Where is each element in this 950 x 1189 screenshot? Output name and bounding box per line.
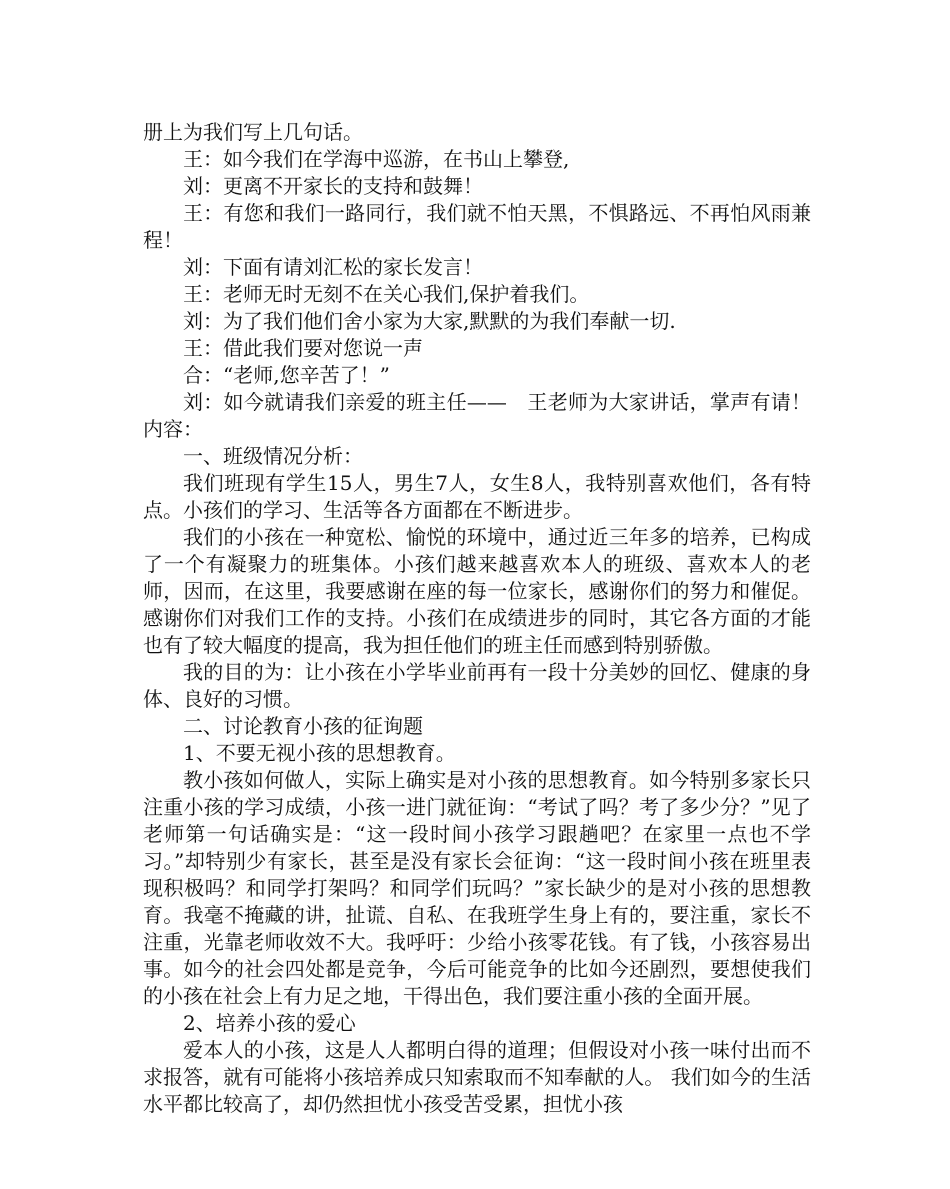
paragraph-7: 刘：为了我们他们舍小家为大家,默默的为我们奉献一切. [183, 309, 676, 333]
paragraph-2: 王：如今我们在学海中巡游，在书山上攀登, [183, 147, 570, 171]
paragraph-1: 册上为我们写上几句话。 [143, 120, 363, 144]
paragraph-17: 教小孩如何做人，实际上确实是对小孩的思想教育。如今特别多家长只注重小孩的学习成绩，小孩一进门就征询：“考试了吗？考了多少分？”见了老师第一句话确实是：“这一段时间小孩学习跟趟吧？在家里一点也不学习。”却特别少有家长，甚至是没有家长会征询：“这一段时间小孩在班里表现积极吗？和同学打架吗？和同学们玩吗？”家长缺少的是对小孩的思想教育。我毫不掩藏的讲，扯谎、自私、在我班学生身上有的，要注重，家长不注重，光靠老师收效不大。我呼吁：少给小孩零花钱。有了钱，小孩容易出事。如今的社会四处都是竞争，今后可能竞争的比如今还剧烈，要想使我们的小孩在社会上有力足之地，干得出色，我们要注重小孩的全面开展。 [143, 768, 811, 1008]
paragraph-4: 王：有您和我们一路同行，我们就不怕天黑，不惧路远、不再怕风雨兼程！ [143, 201, 811, 252]
paragraph-9: 合：“老师,您辛苦了！” [183, 363, 390, 387]
paragraph-8: 王：借此我们要对您说一声 [183, 336, 423, 360]
document-page [143, 119, 831, 1118]
paragraph-3: 刘：更离不开家长的支持和鼓舞！ [183, 174, 483, 198]
paragraph-10: 刘：如今就请我们亲爱的班主任—— 王老师为大家讲话，掌声有请！ 内容： [143, 390, 831, 441]
section-heading-1: 一、班级情况分析： [183, 444, 363, 468]
section-heading-2: 二、讨论教育小孩的征询题 [183, 714, 423, 738]
subheading-1: 1、不要无视小孩的思想教育。 [183, 741, 456, 765]
paragraph-5: 刘：下面有请刘汇松的家长发言！ [183, 255, 483, 279]
paragraph-12: 我们班现有学生15人，男生7人，女生8人，我特别喜欢他们，各有特点。小孩们的学习、生活等各方面都在不断进步。 [143, 471, 811, 522]
subheading-2: 2、培养小孩的爱心 [183, 1011, 356, 1035]
paragraph-13: 我们的小孩在一种宽松、愉悦的环境中，通过近三年多的培养，已构成了一个有凝聚力的班集体。小孩们越来越喜欢本人的班级、喜欢本人的老师，因而，在这里，我要感谢在座的每一位家长，感谢你们的努力和催促。感谢你们对我们工作的支持。小孩们在成绩进步的同时，其它各方面的才能也有了较大幅度的提高，我为担任他们的班主任而感到特别骄傲。 [143, 525, 811, 657]
paragraph-19: 爱本人的小孩，这是人人都明白得的道理；但假设对小孩一味付出而不求报答，就有可能将小孩培养成只知索取而不知奉献的人。 我们如今的生活水平都比较高了，却仍然担忧小孩受苦受累，担忧小孩 [143, 1038, 811, 1116]
paragraph-6: 王：老师无时无刻不在关心我们,保护着我们。 [183, 282, 590, 306]
paragraph-14: 我的目的为：让小孩在小学毕业前再有一段十分美妙的回忆、健康的身体、良好的习惯。 [143, 660, 811, 711]
